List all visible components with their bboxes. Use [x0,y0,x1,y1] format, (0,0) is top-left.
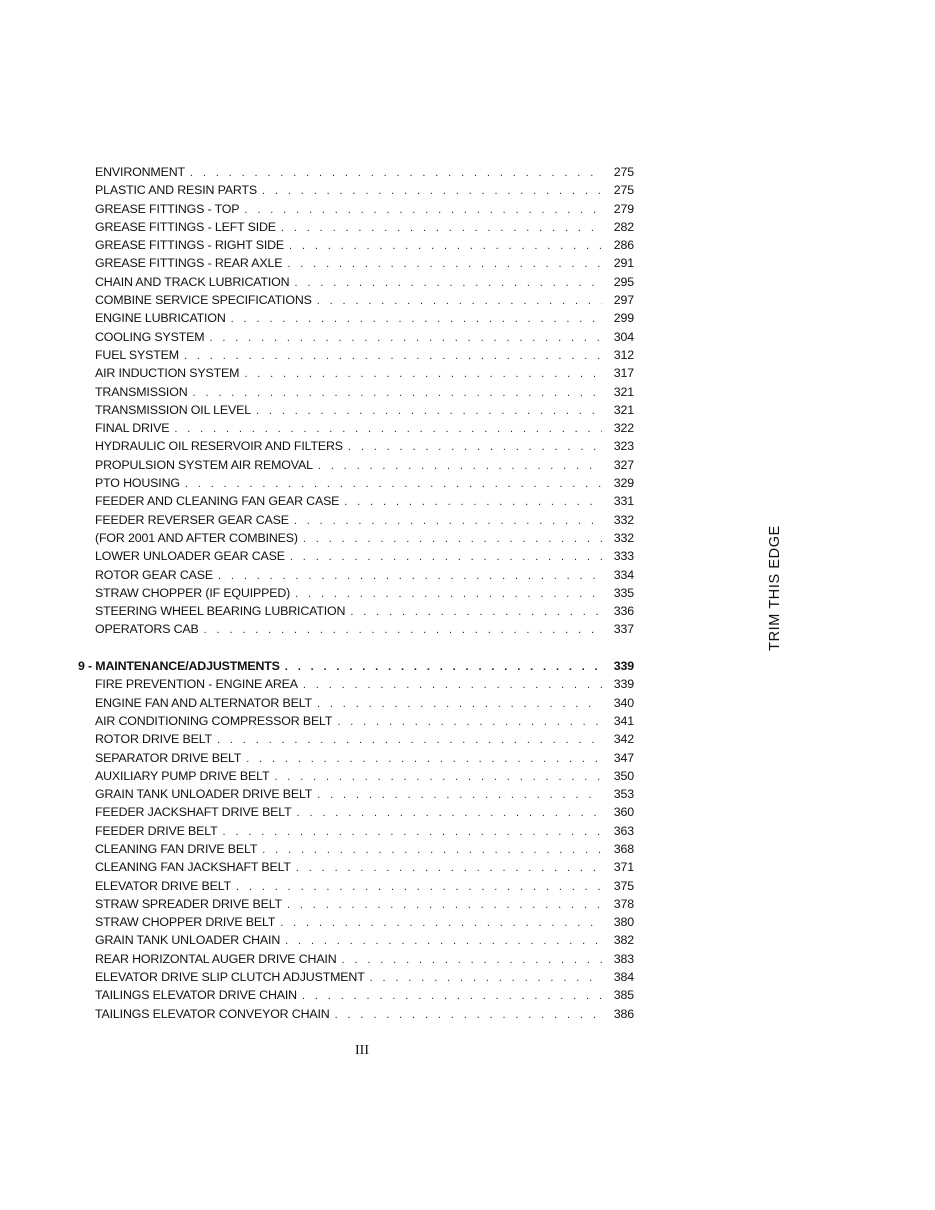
toc-entry[interactable] [78,346,634,364]
toc-entry-page: 327 [613,457,634,472]
toc-entry[interactable] [78,840,634,858]
toc-entry-page: 342 [613,732,634,747]
toc-entry-label: ENGINE LUBRICATION [95,311,226,326]
dot-leader [318,457,602,475]
toc-entry[interactable] [78,566,634,584]
toc-entry-page: 383 [613,951,634,966]
toc-entry-page: 385 [613,988,634,1003]
toc-entry-label: PROPULSION SYSTEM AIR REMOVAL [95,457,313,472]
toc-entry-page: 321 [613,402,634,417]
toc-entry-page: 291 [613,256,634,271]
toc-entry-label: STEERING WHEEL BEARING LUBRICATION [95,604,346,619]
toc-entry[interactable] [78,364,634,382]
toc-entry[interactable] [78,474,634,492]
toc-entry-page: 279 [613,201,634,216]
toc-entry-page: 384 [613,970,634,985]
dot-leader [209,329,602,347]
toc-entry-label: ENVIRONMENT [95,165,185,179]
toc-entry-label: (FOR 2001 AND AFTER COMBINES) [95,530,298,545]
toc-entry-page: 317 [613,366,634,381]
dot-leader [337,713,602,731]
toc-entry[interactable] [78,767,634,785]
toc-entry[interactable] [78,437,634,455]
toc-entry[interactable] [78,895,634,913]
toc-entry-page: 335 [613,585,634,600]
toc-entry-label: FEEDER AND CLEANING FAN GEAR CASE [95,494,340,509]
dot-leader [244,365,602,383]
dot-leader [184,347,602,365]
section-label: 9 - MAINTENANCE/ADJUSTMENTS [78,659,280,674]
dot-leader [204,621,602,639]
section-gap [78,639,634,657]
toc-entry-page: 368 [613,841,634,856]
dot-leader [342,951,602,969]
dot-leader [289,237,602,255]
toc-entry-page: 323 [613,439,634,454]
toc-entry-label: STRAW CHOPPER DRIVE BELT [95,915,276,930]
toc-entry-page: 350 [613,768,634,783]
toc-entry-label: ENGINE FAN AND ALTERNATOR BELT [95,695,312,710]
section-page: 339 [613,659,634,674]
toc-entry-label: REAR HORIZONTAL AUGER DRIVE CHAIN [95,951,337,966]
toc-entry[interactable] [78,218,634,236]
toc-entry[interactable] [78,456,634,474]
dot-leader [280,914,602,932]
toc-entry[interactable] [78,254,634,272]
toc-entry-label: AUXILIARY PUMP DRIVE BELT [95,768,270,783]
toc-entry-label: GREASE FITTINGS - REAR AXLE [95,256,283,271]
toc-entry-label: TAILINGS ELEVATOR DRIVE CHAIN [95,988,297,1003]
toc-entry-page: 380 [613,915,634,930]
toc-entry[interactable] [78,913,634,931]
dot-leader [231,310,602,328]
page-number: III [355,1043,369,1058]
dot-leader [185,475,602,493]
toc-entry-page: 340 [613,695,634,710]
toc-entry-page: 282 [613,219,634,234]
toc-entry-label: TRANSMISSION OIL LEVEL [95,402,251,417]
toc-entry[interactable] [78,785,634,803]
dot-leader [370,969,602,987]
toc-entry[interactable] [78,383,634,401]
trim-edge-label: TRIM THIS EDGE [767,525,783,651]
toc-entry-label: CLEANING FAN DRIVE BELT [95,841,258,856]
toc-entry[interactable] [78,328,634,346]
dot-leader [193,384,602,402]
toc-entry-page: 333 [613,549,634,564]
toc-entry-label: GREASE FITTINGS - RIGHT SIDE [95,238,285,253]
toc-entry-label: GREASE FITTINGS - LEFT SIDE [95,219,276,234]
toc-entry-label: GRAIN TANK UNLOADER CHAIN [95,933,281,948]
toc-entry[interactable] [78,694,634,712]
toc-entry[interactable] [78,858,634,876]
toc-entry-page: 353 [613,787,634,802]
dot-leader [218,567,602,585]
dot-leader [246,750,602,768]
dot-leader [303,676,602,694]
toc-entry[interactable] [78,712,634,730]
toc-entry-page: 375 [613,878,634,893]
dot-leader [350,603,602,621]
dot-leader [296,859,602,877]
toc-entry-label: GRAIN TANK UNLOADER DRIVE BELT [95,787,313,802]
toc-entries-part2 [78,675,634,1023]
toc-entry-label: GREASE FITTINGS - TOP [95,201,240,216]
toc-entry[interactable] [78,950,634,968]
toc-entry[interactable] [78,803,634,821]
toc-entry[interactable] [78,547,634,565]
toc-entry-label: HYDRAULIC OIL RESERVOIR AND FILTERS [95,439,343,454]
dot-leader [285,658,602,676]
dot-leader [348,438,602,456]
toc-entry-page: 382 [613,933,634,948]
toc-entry-label: ELEVATOR DRIVE BELT [95,878,232,893]
dot-leader [274,768,602,786]
toc-entry[interactable] [78,492,634,510]
toc-entry[interactable] [78,620,634,638]
toc-entry[interactable] [78,749,634,767]
toc-entry[interactable] [78,309,634,327]
toc-entry-label: FEEDER DRIVE BELT [95,823,218,838]
dot-leader [281,219,602,237]
toc-entry[interactable] [78,419,634,437]
dot-leader [344,493,602,511]
dot-leader [294,512,602,530]
toc-entry-page: 332 [613,530,634,545]
dot-leader [285,932,602,950]
toc-entry-page: 297 [613,293,634,308]
toc-entry-page: 286 [613,238,634,253]
dot-leader [174,420,602,438]
toc-entry-page: 334 [613,567,634,582]
toc-entry-page: 321 [613,384,634,399]
toc-entry[interactable] [78,602,634,620]
toc-entry-label: STRAW SPREADER DRIVE BELT [95,896,282,911]
toc-entry-page: 304 [613,329,634,344]
toc-entry-page: 275 [613,183,634,198]
toc-entry[interactable] [78,822,634,840]
toc-entry[interactable] [78,529,634,547]
toc-section-heading[interactable] [78,657,634,675]
toc-entry-label: TAILINGS ELEVATOR CONVEYOR CHAIN [95,1006,330,1021]
toc-entry-label: PLASTIC AND RESIN PARTS [95,183,258,198]
toc-entries-part1 [78,163,634,639]
dot-leader [302,987,602,1005]
dot-leader [190,164,602,182]
toc-entry-page: 347 [613,750,634,765]
toc-entry-label: TRANSMISSION [95,384,188,399]
dot-leader [295,585,602,603]
dot-leader [303,530,602,548]
toc-entry[interactable] [78,163,634,181]
toc-entry-label: ROTOR GEAR CASE [95,567,214,582]
toc-entry-label: COMBINE SERVICE SPECIFICATIONS [95,293,312,308]
dot-leader [290,548,602,566]
toc-entry[interactable] [78,236,634,254]
toc-entry-label: PTO HOUSING [95,476,180,491]
toc-entry[interactable] [78,730,634,748]
toc-entry[interactable] [78,986,634,1004]
dot-leader [244,201,602,219]
toc-entry-page: 295 [613,274,634,289]
toc-entry-label: AIR INDUCTION SYSTEM [95,366,240,381]
toc-entry-page: 360 [613,805,634,820]
toc-entry[interactable] [78,273,634,291]
toc-entry-page: 341 [613,713,634,728]
toc-entry-label: ROTOR DRIVE BELT [95,732,212,747]
toc-entry-page: 331 [613,494,634,509]
dot-leader [262,841,602,859]
toc-entry-label: FEEDER JACKSHAFT DRIVE BELT [95,805,292,820]
toc-entry-label: ELEVATOR DRIVE SLIP CLUTCH ADJUSTMENT [95,970,365,985]
toc-entry[interactable] [78,181,634,199]
toc-entry[interactable] [78,200,634,218]
dot-leader [317,695,602,713]
toc-entry[interactable] [78,401,634,419]
dot-leader [262,182,602,200]
toc-entry-page: 386 [613,1006,634,1021]
toc-entry-page: 329 [613,476,634,491]
toc-entry[interactable] [78,877,634,895]
toc-entry-label: FIRE PREVENTION - ENGINE AREA [95,677,298,692]
dot-leader [217,731,602,749]
dot-leader [297,804,602,822]
dot-leader [317,292,602,310]
toc-entry-page: 339 [613,677,634,692]
toc-entry-label: COOLING SYSTEM [95,329,205,344]
toc-entry-page: 363 [613,823,634,838]
dot-leader [236,878,602,896]
dot-leader [317,786,602,804]
toc-entry[interactable] [78,675,634,693]
toc-entry-page: 337 [613,622,634,637]
dot-leader [287,255,602,273]
toc-entry-page: 312 [613,347,634,362]
toc-entry-page: 336 [613,604,634,619]
toc-entry[interactable] [78,968,634,986]
dot-leader [256,402,602,420]
toc-entry-page: 371 [613,860,634,875]
toc-entry-label: FEEDER REVERSER GEAR CASE [95,512,289,527]
toc-entry-label: FUEL SYSTEM [95,347,179,362]
toc-entry[interactable] [78,1005,634,1023]
table-of-contents [78,163,634,1023]
toc-entry-label: SEPARATOR DRIVE BELT [95,750,242,765]
toc-entry-label: OPERATORS CAB [95,622,199,637]
toc-entry-label: FINAL DRIVE [95,421,170,436]
toc-entry-label: CHAIN AND TRACK LUBRICATION [95,274,290,289]
dot-leader [294,274,602,292]
toc-entry-label: STRAW CHOPPER (IF EQUIPPED) [95,585,291,600]
toc-entry[interactable] [78,931,634,949]
toc-entry-label: CLEANING FAN JACKSHAFT BELT [95,860,291,875]
toc-entry[interactable] [78,511,634,529]
toc-entry[interactable] [78,584,634,602]
toc-entry[interactable] [78,291,634,309]
toc-entry-label: AIR CONDITIONING COMPRESSOR BELT [95,713,333,728]
toc-entry-page: 332 [613,512,634,527]
toc-entry-page: 378 [613,896,634,911]
toc-entry-page: 275 [613,165,634,179]
toc-entry-page: 299 [613,311,634,326]
toc-entry-label: LOWER UNLOADER GEAR CASE [95,549,285,564]
toc-entry-page: 322 [613,421,634,436]
dot-leader [223,823,602,841]
dot-leader [335,1006,602,1024]
dot-leader [287,896,602,914]
